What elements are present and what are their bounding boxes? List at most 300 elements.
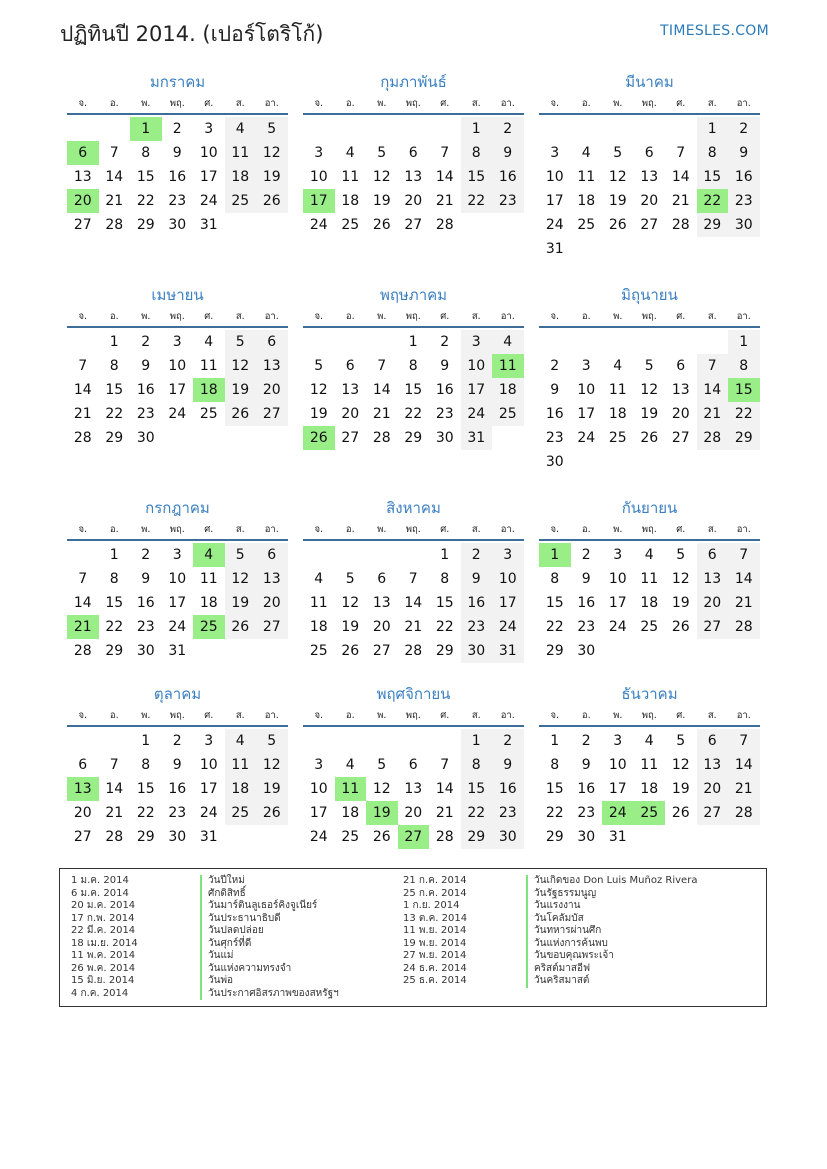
day-cell: 15 [545, 595, 564, 611]
day-cell: 22 [545, 619, 564, 635]
weekday-label: อ. [109, 710, 119, 721]
weekday-label: ศ. [440, 98, 450, 109]
day-cell: 3 [581, 358, 591, 374]
empty-cell [335, 330, 367, 354]
legend-date: 1 ก.ย. 2014 [403, 900, 460, 911]
weekday-label: อา. [264, 524, 279, 535]
day-cell: 23 [136, 406, 155, 422]
holiday-day-cell: 13 [67, 777, 99, 801]
legend-date: 18 เม.ย. 2014 [71, 937, 138, 949]
day-cell: 25 [640, 619, 659, 635]
day-cell: 10 [168, 358, 187, 374]
legend-date: 20 ม.ค. 2014 [71, 900, 136, 911]
day-cell: 16 [136, 595, 155, 611]
day-cell: 1 [109, 547, 119, 563]
legend-holiday-name: วันศุกร์ที่ดี [200, 938, 339, 951]
weekday-header [303, 94, 524, 115]
day-cell: 16 [577, 595, 596, 611]
weekday-label: ศ. [676, 524, 686, 535]
weekday-label: พ. [613, 524, 623, 535]
weekday-label: อา. [736, 98, 751, 109]
day-cell: 11 [640, 571, 659, 587]
day-cell: 1 [408, 334, 418, 350]
legend-holiday-name: วันรัฐธรรมนูญ [526, 888, 697, 901]
day-cell: 10 [309, 781, 328, 797]
weekday-label: อ. [345, 710, 355, 721]
day-cell: 16 [435, 382, 454, 398]
day-cell: 24 [168, 406, 187, 422]
legend-names-col-2 [526, 875, 697, 988]
day-cell: 21 [697, 402, 729, 426]
day-cell: 2 [581, 547, 591, 563]
weekday-label: พ. [613, 98, 623, 109]
weekday-label: อ. [345, 524, 355, 535]
day-cell: 23 [168, 805, 187, 821]
empty-cell [429, 117, 461, 141]
day-cell: 7 [440, 145, 450, 161]
day-cell: 1 [461, 729, 493, 753]
empty-cell [303, 543, 335, 567]
day-cell: 27 [73, 217, 92, 233]
weekday-label: พฤ. [169, 98, 185, 109]
day-cell: 4 [314, 571, 324, 587]
day-cell: 2 [581, 733, 591, 749]
day-cell: 5 [377, 757, 387, 773]
weekday-label: พ. [141, 98, 151, 109]
day-cell: 18 [225, 165, 257, 189]
day-cell: 27 [256, 615, 288, 639]
day-cell: 24 [545, 217, 564, 233]
day-cell: 27 [73, 829, 92, 845]
day-grid [303, 117, 524, 237]
day-cell: 1 [461, 117, 493, 141]
day-cell: 29 [136, 829, 155, 845]
weekday-label: ส. [707, 524, 717, 535]
day-cell: 24 [199, 193, 218, 209]
day-cell: 11 [199, 358, 218, 374]
day-cell: 22 [136, 193, 155, 209]
day-cell: 14 [105, 781, 124, 797]
month-name: กุมภาพันธ์ [380, 73, 447, 91]
day-cell: 9 [492, 753, 524, 777]
month-name: ธันวาคม [621, 685, 678, 703]
day-cell: 20 [404, 805, 423, 821]
day-cell: 3 [204, 121, 214, 137]
day-cell: 1 [697, 117, 729, 141]
empty-cell [697, 330, 729, 354]
empty-cell [398, 117, 430, 141]
day-cell: 25 [199, 406, 218, 422]
day-cell: 28 [404, 643, 423, 659]
day-cell: 19 [341, 619, 360, 635]
weekday-label: อ. [345, 98, 355, 109]
legend-date: 4 ก.ค. 2014 [71, 987, 129, 999]
day-cell: 20 [697, 777, 729, 801]
weekday-label: ส. [471, 311, 481, 322]
weekday-label: จ. [314, 710, 324, 721]
day-cell: 27 [640, 217, 659, 233]
day-cell: 23 [492, 801, 524, 825]
holiday-day-cell: 22 [697, 189, 729, 213]
weekday-label: จ. [550, 311, 560, 322]
day-cell: 27 [697, 615, 729, 639]
holiday-day-cell: 15 [728, 378, 760, 402]
day-cell: 24 [461, 402, 493, 426]
day-cell: 3 [314, 145, 324, 161]
day-cell: 30 [492, 825, 524, 849]
day-cell: 20 [671, 406, 690, 422]
day-cell: 8 [550, 571, 560, 587]
day-cell: 1 [550, 733, 560, 749]
day-cell: 15 [545, 781, 564, 797]
day-cell: 19 [256, 777, 288, 801]
day-grid [539, 117, 760, 261]
day-cell: 18 [640, 781, 659, 797]
day-cell: 11 [199, 571, 218, 587]
day-cell: 23 [461, 615, 493, 639]
day-cell: 18 [199, 595, 218, 611]
day-cell: 15 [105, 595, 124, 611]
day-cell: 22 [136, 805, 155, 821]
day-grid [303, 330, 524, 450]
day-grid [539, 543, 760, 663]
day-cell: 17 [168, 595, 187, 611]
day-cell: 18 [640, 595, 659, 611]
day-cell: 4 [225, 117, 257, 141]
weekday-label: จ. [550, 710, 560, 721]
empty-cell [571, 117, 603, 141]
day-cell: 2 [172, 121, 182, 137]
empty-cell [99, 117, 131, 141]
day-cell: 31 [492, 639, 524, 663]
day-cell: 9 [728, 141, 760, 165]
day-cell: 25 [225, 801, 257, 825]
day-cell: 17 [199, 169, 218, 185]
legend-holiday-name: วันขอบคุณพระเจ้า [526, 950, 697, 963]
empty-cell [67, 330, 99, 354]
day-cell: 30 [577, 643, 596, 659]
day-cell: 9 [550, 382, 560, 398]
day-grid [539, 330, 760, 474]
day-cell: 7 [697, 354, 729, 378]
day-cell: 22 [728, 402, 760, 426]
month-calendar [67, 496, 288, 663]
day-cell: 17 [545, 193, 564, 209]
weekday-label: พ. [613, 710, 623, 721]
day-cell: 28 [105, 217, 124, 233]
weekday-label: ศ. [440, 524, 450, 535]
day-cell: 29 [728, 426, 760, 450]
day-cell: 11 [608, 382, 627, 398]
weekday-label: พ. [377, 710, 387, 721]
day-cell: 26 [372, 217, 391, 233]
day-cell: 10 [545, 169, 564, 185]
empty-cell [398, 543, 430, 567]
day-cell: 7 [377, 358, 387, 374]
holiday-day-cell: 1 [539, 543, 571, 567]
day-cell: 15 [136, 781, 155, 797]
weekday-label: ศ. [440, 311, 450, 322]
weekday-label: พฤ. [405, 311, 421, 322]
day-cell: 15 [461, 165, 493, 189]
day-cell: 3 [550, 145, 560, 161]
day-cell: 6 [256, 543, 288, 567]
day-cell: 12 [671, 571, 690, 587]
day-cell: 18 [608, 406, 627, 422]
day-cell: 18 [225, 777, 257, 801]
day-cell: 11 [309, 595, 328, 611]
day-cell: 7 [109, 757, 119, 773]
day-cell: 30 [545, 454, 564, 470]
month-name: เมษายน [151, 286, 204, 304]
month-calendar [539, 682, 760, 849]
legend-date: 26 พ.ค. 2014 [71, 962, 136, 974]
day-cell: 3 [172, 547, 182, 563]
day-cell: 5 [256, 729, 288, 753]
weekday-label: ส. [235, 98, 245, 109]
day-cell: 7 [408, 571, 418, 587]
day-cell: 13 [404, 169, 423, 185]
day-cell: 28 [671, 217, 690, 233]
day-grid [67, 117, 288, 237]
day-cell: 29 [136, 217, 155, 233]
day-cell: 6 [256, 330, 288, 354]
day-cell: 5 [613, 145, 623, 161]
weekday-label: พฤ. [641, 98, 657, 109]
day-cell: 5 [676, 733, 686, 749]
day-cell: 21 [372, 406, 391, 422]
day-cell: 3 [613, 547, 623, 563]
weekday-label: พฤ. [405, 524, 421, 535]
holiday-day-cell: 11 [335, 777, 367, 801]
day-cell: 12 [608, 169, 627, 185]
day-cell: 20 [640, 193, 659, 209]
legend-dates-col-1 [71, 875, 138, 1000]
day-cell: 14 [728, 753, 760, 777]
legend-holiday-name: วันโคลัมบัส [526, 913, 697, 926]
day-cell: 27 [671, 430, 690, 446]
weekday-label: ส. [707, 311, 717, 322]
day-cell: 4 [581, 145, 591, 161]
day-cell: 26 [372, 829, 391, 845]
day-cell: 3 [492, 543, 524, 567]
day-cell: 9 [172, 145, 182, 161]
weekday-label: พฤ. [169, 710, 185, 721]
legend-date: 11 พ.ค. 2014 [71, 950, 136, 961]
day-cell: 24 [492, 615, 524, 639]
day-cell: 16 [728, 165, 760, 189]
day-cell: 28 [73, 430, 92, 446]
empty-cell [99, 729, 131, 753]
legend-names-col-1 [200, 875, 339, 1000]
weekday-label: ส. [235, 710, 245, 721]
day-cell: 28 [105, 829, 124, 845]
weekday-header [303, 520, 524, 541]
day-cell: 6 [676, 358, 686, 374]
day-cell: 5 [345, 571, 355, 587]
day-cell: 12 [256, 753, 288, 777]
month-name: สิงหาคม [386, 499, 441, 517]
holiday-day-cell: 11 [492, 354, 524, 378]
day-cell: 13 [372, 595, 391, 611]
day-cell: 21 [105, 193, 124, 209]
weekday-label: จ. [314, 98, 324, 109]
empty-cell [571, 330, 603, 354]
day-cell: 14 [372, 382, 391, 398]
day-cell: 14 [697, 378, 729, 402]
legend-holiday-name: วันประกาศอิสรภาพของสหรัฐฯ [200, 988, 339, 1001]
legend-holiday-name: วันประธานาธิบดี [200, 913, 339, 926]
day-cell: 7 [728, 543, 760, 567]
day-cell: 13 [697, 753, 729, 777]
day-cell: 4 [644, 547, 654, 563]
day-cell: 7 [728, 729, 760, 753]
weekday-label: อ. [109, 311, 119, 322]
day-cell: 31 [199, 829, 218, 845]
day-cell: 6 [697, 729, 729, 753]
day-cell: 30 [168, 829, 187, 845]
day-cell: 24 [168, 619, 187, 635]
weekday-label: อา. [736, 311, 751, 322]
day-cell: 8 [109, 358, 119, 374]
day-cell: 20 [256, 591, 288, 615]
legend-holiday-name: วันแห่งการค้นพบ [526, 938, 697, 951]
day-cell: 23 [577, 619, 596, 635]
day-grid [67, 543, 288, 663]
holiday-day-cell: 20 [67, 189, 99, 213]
legend-date: 22 มี.ค. 2014 [71, 925, 136, 936]
day-cell: 9 [492, 141, 524, 165]
weekday-label: ศ. [204, 710, 214, 721]
day-cell: 13 [671, 382, 690, 398]
weekday-header [67, 520, 288, 541]
day-cell: 8 [408, 358, 418, 374]
day-cell: 2 [172, 733, 182, 749]
empty-cell [665, 117, 697, 141]
empty-cell [303, 729, 335, 753]
empty-cell [366, 543, 398, 567]
weekday-label: อา. [736, 524, 751, 535]
day-cell: 5 [314, 358, 324, 374]
legend-holiday-name: วันปีใหม่ [200, 875, 339, 888]
day-cell: 11 [225, 753, 257, 777]
day-cell: 29 [545, 643, 564, 659]
day-cell: 20 [372, 619, 391, 635]
holiday-day-cell: 1 [130, 117, 162, 141]
day-cell: 15 [404, 382, 423, 398]
day-cell: 8 [550, 757, 560, 773]
day-cell: 30 [136, 643, 155, 659]
empty-cell [539, 330, 571, 354]
weekday-label: พ. [141, 710, 151, 721]
day-cell: 28 [372, 430, 391, 446]
day-grid [303, 729, 524, 849]
day-cell: 24 [608, 619, 627, 635]
month-name: มีนาคม [625, 73, 674, 91]
holiday-day-cell: 6 [67, 141, 99, 165]
day-cell: 30 [168, 217, 187, 233]
day-cell: 21 [435, 193, 454, 209]
weekday-label: ส. [707, 98, 717, 109]
day-cell: 31 [199, 217, 218, 233]
site-link[interactable]: TIMESLES.COM [660, 23, 769, 39]
day-cell: 23 [545, 430, 564, 446]
day-cell: 5 [225, 543, 257, 567]
legend-date: 13 ต.ค. 2014 [403, 912, 468, 924]
day-cell: 23 [728, 189, 760, 213]
day-cell: 16 [492, 777, 524, 801]
day-cell: 10 [461, 354, 493, 378]
day-cell: 2 [728, 117, 760, 141]
day-cell: 2 [461, 543, 493, 567]
day-cell: 25 [608, 430, 627, 446]
day-cell: 11 [577, 169, 596, 185]
weekday-label: อ. [109, 98, 119, 109]
day-cell: 29 [435, 643, 454, 659]
weekday-label: ศ. [676, 710, 686, 721]
day-cell: 22 [105, 406, 124, 422]
legend-date: 11 พ.ย. 2014 [403, 925, 467, 936]
day-cell: 16 [492, 165, 524, 189]
day-cell: 21 [728, 591, 760, 615]
day-cell: 26 [256, 801, 288, 825]
day-cell: 2 [492, 729, 524, 753]
weekday-header [67, 706, 288, 727]
day-cell: 14 [105, 169, 124, 185]
holiday-day-cell: 27 [398, 825, 430, 849]
empty-cell [67, 729, 99, 753]
day-cell: 6 [408, 757, 418, 773]
weekday-label: ศ. [676, 311, 686, 322]
day-cell: 31 [168, 643, 187, 659]
day-cell: 16 [136, 382, 155, 398]
day-cell: 25 [577, 217, 596, 233]
day-cell: 22 [435, 619, 454, 635]
weekday-label: อา. [500, 710, 515, 721]
day-cell: 25 [225, 189, 257, 213]
day-cell: 5 [377, 145, 387, 161]
day-cell: 25 [492, 402, 524, 426]
day-cell: 19 [372, 193, 391, 209]
day-cell: 26 [225, 402, 257, 426]
day-cell: 18 [577, 193, 596, 209]
day-cell: 15 [461, 777, 493, 801]
legend-date: 21 ก.ค. 2014 [403, 875, 467, 886]
day-cell: 23 [577, 805, 596, 821]
weekday-label: จ. [314, 311, 324, 322]
day-cell: 28 [697, 426, 729, 450]
weekday-label: อ. [345, 311, 355, 322]
empty-cell [366, 117, 398, 141]
holiday-day-cell: 18 [193, 378, 225, 402]
weekday-label: พ. [141, 524, 151, 535]
day-cell: 2 [492, 117, 524, 141]
day-cell: 12 [671, 757, 690, 773]
day-cell: 9 [581, 757, 591, 773]
day-cell: 3 [314, 757, 324, 773]
weekday-label: จ. [78, 710, 88, 721]
empty-cell [335, 543, 367, 567]
month-name: มิถุนายน [621, 286, 678, 304]
weekday-label: พ. [377, 98, 387, 109]
weekday-label: ส. [707, 710, 717, 721]
day-cell: 4 [345, 757, 355, 773]
day-cell: 27 [341, 430, 360, 446]
day-cell: 19 [225, 591, 257, 615]
empty-cell [303, 117, 335, 141]
weekday-header [539, 520, 760, 541]
weekday-label: อ. [581, 311, 591, 322]
